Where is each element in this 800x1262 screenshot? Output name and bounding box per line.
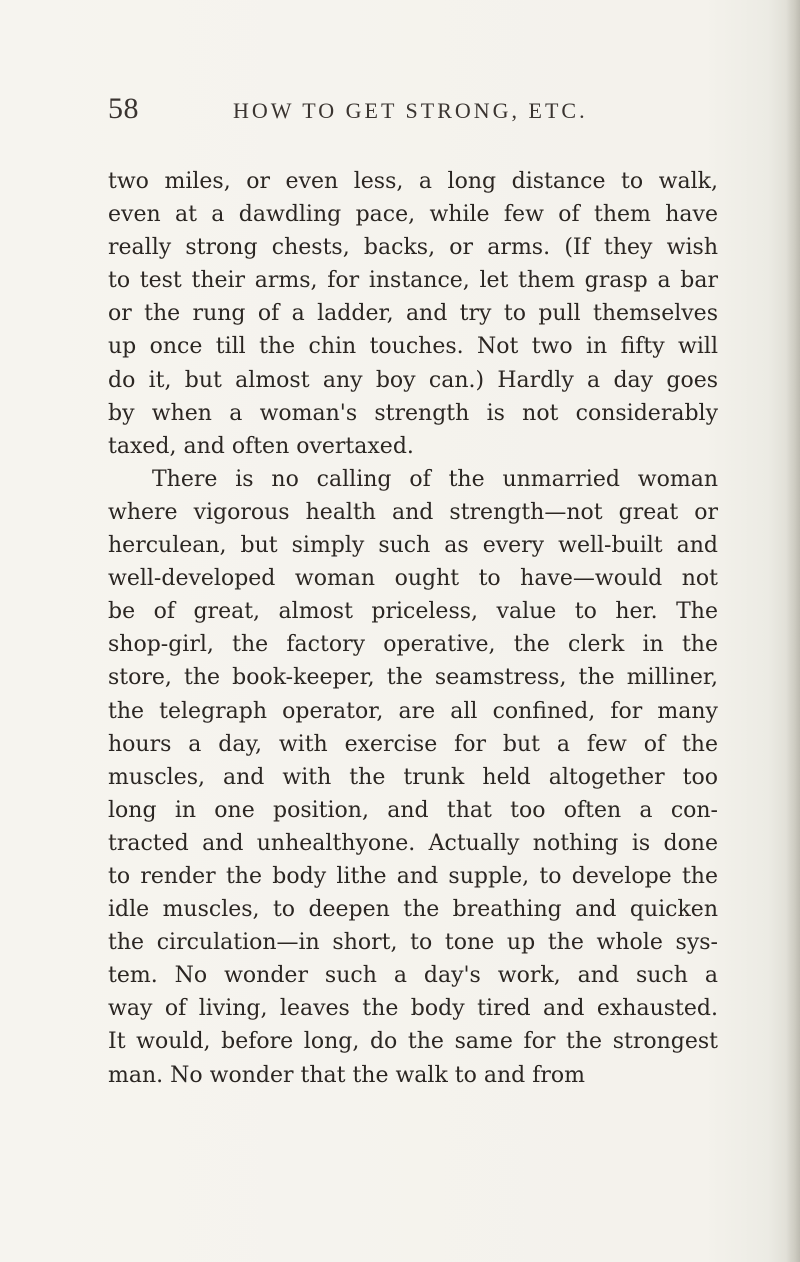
page-number: 58	[108, 92, 139, 125]
text-line: long in one position, and that too often a con-	[108, 797, 718, 823]
text-line: well-developed woman ought to have—would not	[108, 566, 718, 592]
text-line: by when a woman's strength is not considerably	[108, 400, 718, 426]
text-line: man. No wonder that the walk to and from	[108, 1062, 585, 1088]
text-line: where vigorous health and strength—not great or	[108, 499, 718, 525]
text-line: It would, before long, do the same for the strongest	[108, 1029, 718, 1055]
text-line: shop-girl, the factory operative, the clerk in the	[108, 632, 718, 658]
page-edge-shadow	[786, 0, 800, 1262]
text-line: hours a day, with exercise for but a few of the	[108, 731, 718, 757]
running-title: HOW TO GET STRONG, ETC.	[233, 98, 588, 123]
text-line: tracted and unhealthyone. Actually nothing is done	[108, 830, 718, 856]
text-line: muscles, and with the trunk held altogether too	[108, 764, 718, 790]
text-line: store, the book-keeper, the seamstress, the milliner,	[108, 665, 718, 691]
text-line: really strong chests, backs, or arms. (If they wish	[108, 235, 718, 261]
text-line: to render the body lithe and supple, to develope the	[108, 863, 718, 889]
text-line: do it, but almost any boy can.) Hardly a day goes	[108, 367, 718, 393]
running-header	[0, 92, 800, 132]
text-line: be of great, almost priceless, value to her. The	[108, 599, 718, 625]
text-line: taxed, and often overtaxed.	[108, 433, 414, 459]
body-text	[108, 165, 718, 1092]
text-line: the telegraph operator, are all confined, for many	[108, 698, 718, 724]
text-line: up once till the chin touches. Not two in fifty will	[108, 334, 718, 360]
text-line: way of living, leaves the body tired and exhausted.	[108, 996, 718, 1022]
text-line: idle muscles, to deepen the breathing and quicken	[108, 897, 718, 923]
text-line: two miles, or even less, a long distance to walk,	[108, 169, 718, 194]
text-line: tem. No wonder such a day's work, and such a	[108, 963, 718, 989]
text-line: or the rung of a ladder, and try to pull themselves	[108, 301, 718, 327]
text-line: even at a dawdling pace, while few of them have	[108, 202, 718, 228]
text-line: to test their arms, for instance, let them grasp a bar	[108, 268, 718, 294]
text-line: herculean, but simply such as every well-built and	[108, 533, 718, 559]
text-line: There is no calling of the unmarried woman	[152, 466, 718, 492]
text-line: the circulation—in short, to tone up the whole sys-	[108, 930, 718, 956]
